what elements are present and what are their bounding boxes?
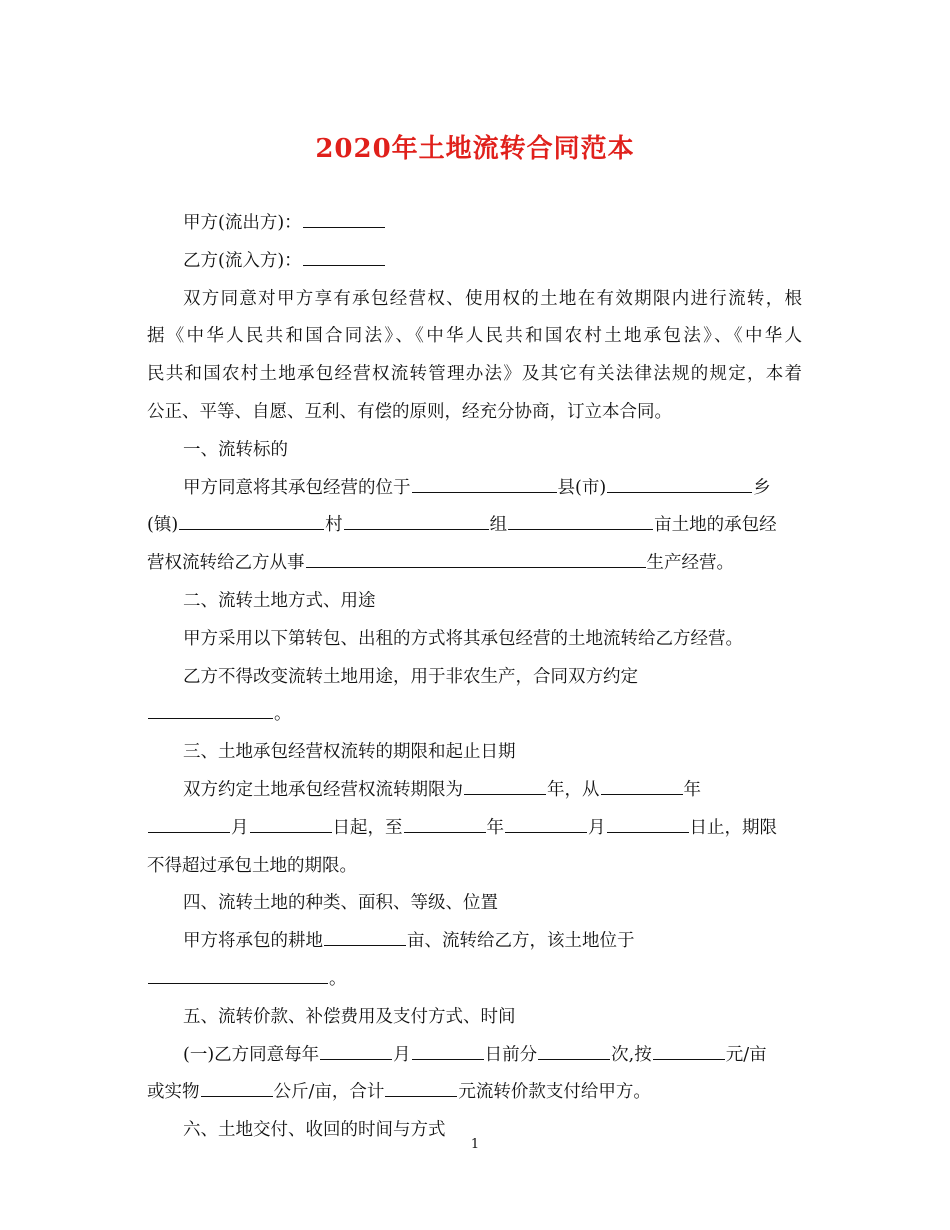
section-1-line-3 bbox=[147, 545, 802, 583]
business-blank[interactable] bbox=[306, 545, 646, 568]
text: 生产经营。 bbox=[646, 553, 734, 574]
text: 日前分 bbox=[484, 1044, 538, 1065]
text: 次,按 bbox=[611, 1044, 652, 1065]
text: 年 bbox=[683, 779, 701, 800]
start-month-blank[interactable] bbox=[148, 810, 230, 833]
text: (镇) bbox=[147, 515, 179, 536]
section-1-line-2 bbox=[147, 507, 802, 545]
total-blank[interactable] bbox=[385, 1074, 457, 1097]
text: 年，从 bbox=[547, 779, 600, 800]
start-year-blank[interactable] bbox=[601, 772, 683, 795]
text: 公斤/亩，合计 bbox=[273, 1082, 385, 1103]
text: 亩土地的承包经 bbox=[654, 515, 777, 536]
party-b-line bbox=[147, 243, 802, 281]
village-blank[interactable] bbox=[344, 507, 489, 530]
party-b-blank[interactable] bbox=[303, 243, 385, 266]
start-day-blank[interactable] bbox=[250, 810, 332, 833]
text: 月 bbox=[231, 817, 249, 838]
text: 甲方同意将其承包经营的位于 bbox=[183, 477, 411, 498]
section-3-line-1 bbox=[147, 772, 802, 810]
text: 月 bbox=[588, 817, 606, 838]
text: 组 bbox=[489, 515, 508, 536]
intro-line-1: 双方同意对甲方享有承包经营权、使用权的土地在有效期限内进行流转，根 bbox=[183, 288, 802, 309]
pay-day-blank[interactable] bbox=[412, 1037, 484, 1060]
section-4-line-1 bbox=[147, 923, 802, 961]
end-day-blank[interactable] bbox=[607, 810, 689, 833]
group-blank[interactable] bbox=[508, 507, 653, 530]
text: 村 bbox=[325, 515, 343, 536]
section-5-line-2 bbox=[147, 1074, 802, 1112]
section-1-heading: 一、流转标的 bbox=[183, 439, 288, 460]
text: 亩、流转给乙方，该土地位于 bbox=[407, 931, 635, 952]
text: 。 bbox=[274, 704, 292, 725]
document-title: 2020年土地流转合同范本 bbox=[315, 134, 635, 164]
intro-line-3: 民共和国农村土地承包经营权流转管理办法》及其它有关法律法规的规定，本着 bbox=[147, 364, 802, 385]
section-6-heading: 六、土地交付、收回的时间与方式 bbox=[183, 1120, 446, 1141]
term-years-blank[interactable] bbox=[464, 772, 546, 795]
party-a-blank[interactable] bbox=[303, 205, 385, 228]
text: 或实物 bbox=[147, 1082, 200, 1103]
section-4-line-2 bbox=[147, 961, 802, 999]
text: 元流转价款支付给甲方。 bbox=[458, 1082, 651, 1103]
party-a-line bbox=[147, 205, 802, 243]
county-blank[interactable] bbox=[607, 470, 752, 493]
town-blank[interactable] bbox=[179, 507, 324, 530]
text: 双方约定土地承包经营权流转期限为 bbox=[183, 779, 463, 800]
end-month-blank[interactable] bbox=[505, 810, 587, 833]
text: 日起，至 bbox=[332, 817, 403, 838]
section-3-line-2 bbox=[147, 810, 802, 848]
section-5-line-1 bbox=[147, 1037, 802, 1075]
party-a-label: 甲方(流出方)： bbox=[183, 213, 302, 233]
section-2-line-1: 甲方采用以下第转包、出租的方式将其承包经营的土地流转给乙方经营。 bbox=[183, 628, 743, 649]
party-b-label: 乙方(流入方)： bbox=[183, 250, 302, 271]
intro-line-4: 公正、平等、自愿、互利、有偿的原则，经充分协商，订立本合同。 bbox=[147, 401, 672, 422]
pay-month-blank[interactable] bbox=[320, 1037, 392, 1060]
section-4-heading: 四、流转土地的种类、面积、等级、位置 bbox=[183, 893, 498, 914]
text: 甲方将承包的耕地 bbox=[183, 931, 323, 952]
installments-blank[interactable] bbox=[538, 1037, 610, 1060]
page-number: 1 bbox=[470, 1137, 480, 1152]
location-blank[interactable] bbox=[412, 470, 557, 493]
text: 。 bbox=[329, 968, 347, 989]
section-5-heading: 五、流转价款、补偿费用及支付方式、时间 bbox=[183, 1006, 516, 1027]
text: 年 bbox=[486, 817, 504, 838]
text: 日止，期限 bbox=[689, 817, 777, 838]
section-3-line-3: 不得超过承包土地的期限。 bbox=[147, 855, 357, 876]
price-per-mu-blank[interactable] bbox=[653, 1037, 725, 1060]
section-3-heading: 三、土地承包经营权流转的期限和起止日期 bbox=[183, 742, 516, 763]
text: 县(市) bbox=[557, 477, 607, 498]
text: 乡 bbox=[753, 477, 771, 498]
text: (一)乙方同意每年 bbox=[183, 1044, 320, 1065]
section-2-heading: 二、流转土地方式、用途 bbox=[183, 590, 376, 611]
land-location-blank[interactable] bbox=[148, 961, 328, 984]
area-blank[interactable] bbox=[324, 923, 406, 946]
end-year-blank[interactable] bbox=[404, 810, 486, 833]
text: 营权流转给乙方从事 bbox=[147, 553, 305, 574]
agreement-blank[interactable] bbox=[148, 696, 273, 719]
text: 元/亩 bbox=[725, 1044, 767, 1065]
intro-line-2: 据《中华人民共和国合同法》、《中华人民共和国农村土地承包法》、《中华人 bbox=[147, 326, 802, 347]
section-2-line-3 bbox=[147, 696, 802, 734]
contract-body bbox=[147, 205, 802, 1150]
section-2-line-2: 乙方不得改变流转土地用途，用于非农生产，合同双方约定 bbox=[183, 666, 638, 687]
section-1-line-1 bbox=[147, 470, 802, 508]
text: 月 bbox=[393, 1044, 411, 1065]
kg-per-mu-blank[interactable] bbox=[201, 1074, 273, 1097]
